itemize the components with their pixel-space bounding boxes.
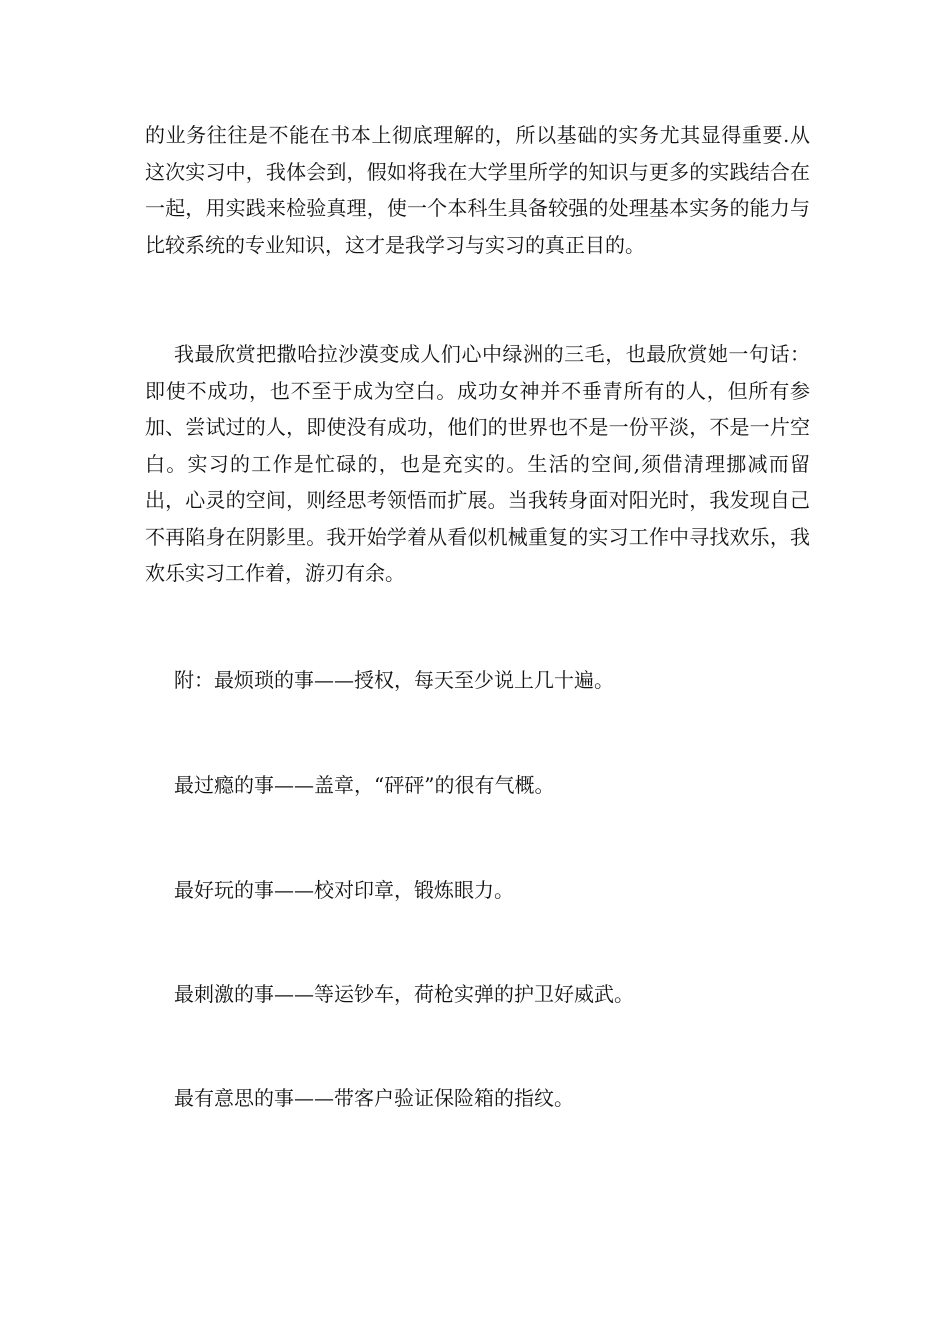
appendix-item-authorization: 附：最烦琐的事——授权，每天至少说上几十遍。 <box>174 668 614 692</box>
body-paragraph-continuation: 的业务往往是不能在书本上彻底理解的，所以基础的实务尤其显得重要.从这次实习中，我体会到，假如将我在大学里所学的知识与更多的实践结合在一起，用实践来检验真理，使一个本科生具备较强的处理基本实务的能力与比较系统的专业知识，这才是我学习与实习的真正目的。 <box>145 123 810 257</box>
appendix-item-cash-truck: 最刺激的事——等运钞车，荷枪实弹的护卫好威武。 <box>174 982 634 1006</box>
body-paragraph-sanmao: 我最欣赏把撒哈拉沙漠变成人们心中绿洲的三毛，也最欣赏她一句话：即使不成功，也不至于成为空白。成功女神并不垂青所有的人，但所有参加、尝试过的人，即使没有成功，他们的世界也不是一份平淡，不是一片空白。实习的工作是忙碌的，也是充实的。生活的空间,须借清理挪减而留出，心灵的空间，则经思考领悟而扩展。当我转身面对阳光时，我发现自己不再陷身在阴影里。我开始学着从看似机械重复的实习工作中寻找欢乐，我欢乐实习工作着，游刃有余。 <box>145 342 810 585</box>
appendix-item-seal-checking: 最好玩的事——校对印章，锻炼眼力。 <box>174 878 514 902</box>
appendix-item-safe-box: 最有意思的事——带客户验证保险箱的指纹。 <box>174 1086 574 1110</box>
appendix-item-stamping: 最过瘾的事——盖章，“砰砰”的很有气概。 <box>174 773 555 797</box>
